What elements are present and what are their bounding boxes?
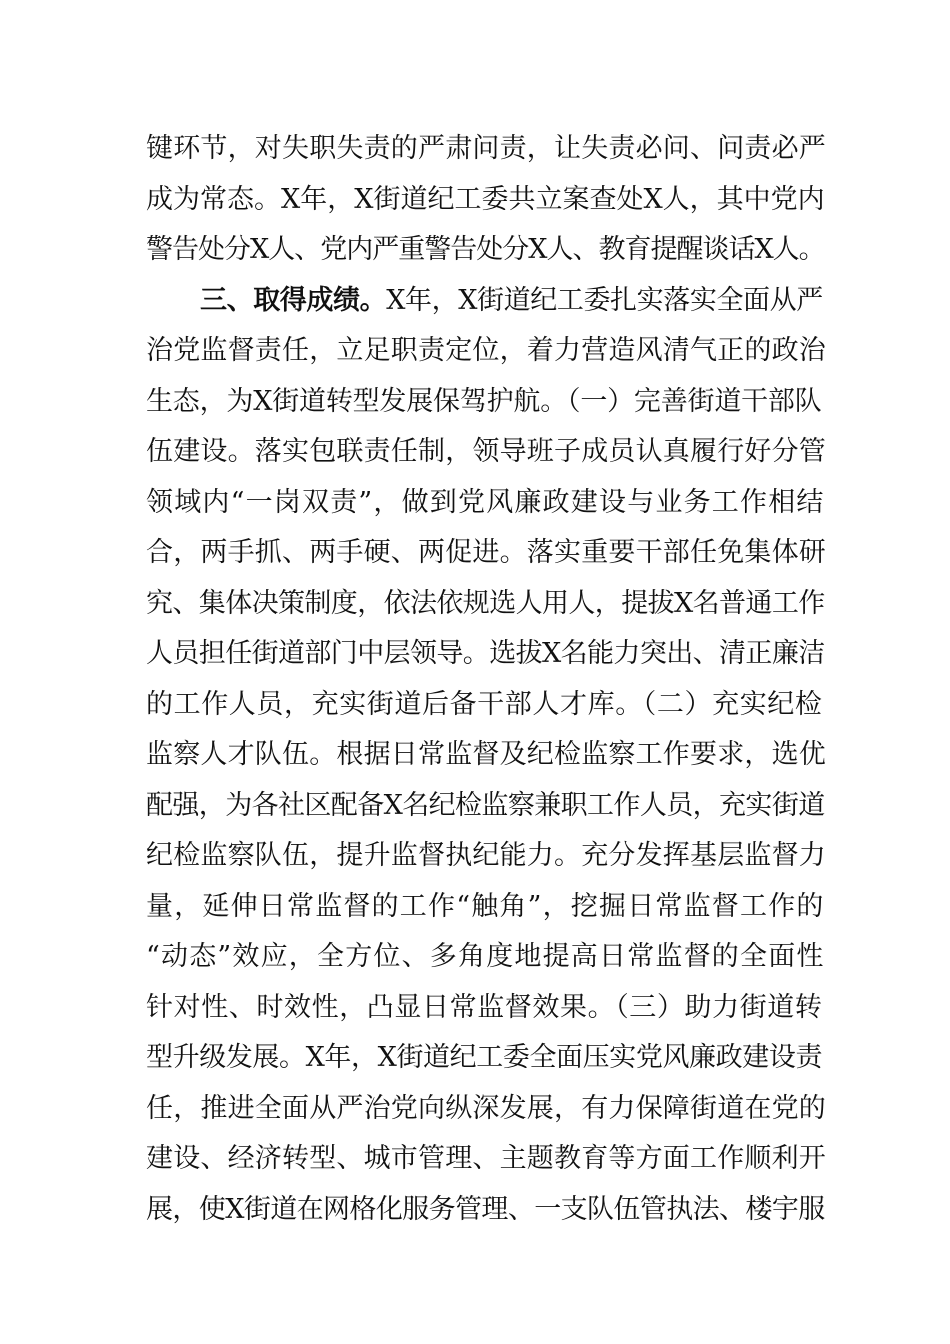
text-line-1: 键环节，对失职失责的严肃问责，让失责必问、问责必严 [146, 133, 826, 164]
text-line-18: 针对性、时效性，凸显日常监督效果。（三）助力街道转 [146, 991, 823, 1023]
text-line-19: 型升级发展。X年，X街道纪工委全面压实党风廉政建设责 [146, 1042, 823, 1073]
text-line-16: 量，延伸日常监督的工作“触角”，挖掘日常监督工作的 [146, 890, 825, 922]
text-line-3: 警告处分X人、党内严重警告处分X人、教育提醒谈话X人。 [146, 234, 825, 265]
body-text [146, 124, 826, 1235]
text-line-15: 纪检监察队伍，提升监督执纪能力。充分发挥基层监督力 [146, 840, 826, 871]
text-line-21: 建设、经济转型、城市管理、主题教育等方面工作顺利开 [146, 1143, 826, 1174]
section-first-line [146, 276, 826, 327]
text-line-12: 的工作人员，充实街道后备干部人才库。（二）充实纪检 [146, 688, 823, 720]
text-line-11: 人员担任街道部门中层领导。选拔X名能力突出、清正廉洁 [146, 638, 825, 669]
text-line-6: 生态，为X街道转型发展保驾护航。（一）完善街道干部队 [146, 385, 822, 417]
section-first-line-text: X年，X街道纪工委扎实落实全面从严 [386, 284, 823, 316]
text-line-8: 领域内“一岗双责”，做到党风廉政建设与业务工作相结 [146, 486, 825, 518]
text-line-2: 成为常态。X年，X街道纪工委共立案查处X人，其中党内 [146, 183, 825, 215]
text-line-17: “动态”效应，全方位、多角度地提高日常监督的全面性 [146, 941, 825, 972]
text-line-9: 合，两手抓、两手硬、两促进。落实重要干部任免集体研 [146, 537, 826, 568]
section-heading: 三、取得成绩。 [200, 284, 387, 316]
text-line-13: 监察人才队伍。根据日常监督及纪检监察工作要求，选优 [146, 739, 826, 770]
text-line-22: 展，使X街道在网格化服务管理、一支队伍管执法、楼宇服 [146, 1193, 825, 1225]
text-line-20: 任，推进全面从严治党向纵深发展，有力保障街道在党的 [146, 1092, 826, 1124]
text-line-10: 究、集体决策制度，依法依规选人用人，提拔X名普通工作 [146, 587, 825, 619]
text-line-5: 治党监督责任，立足职责定位，着力营造风清气正的政治 [146, 335, 826, 366]
text-line-14: 配强，为各社区配备X名纪检监察兼职工作人员，充实街道 [146, 789, 825, 821]
text-line-7: 伍建设。落实包联责任制，领导班子成员认真履行好分管 [146, 436, 826, 467]
